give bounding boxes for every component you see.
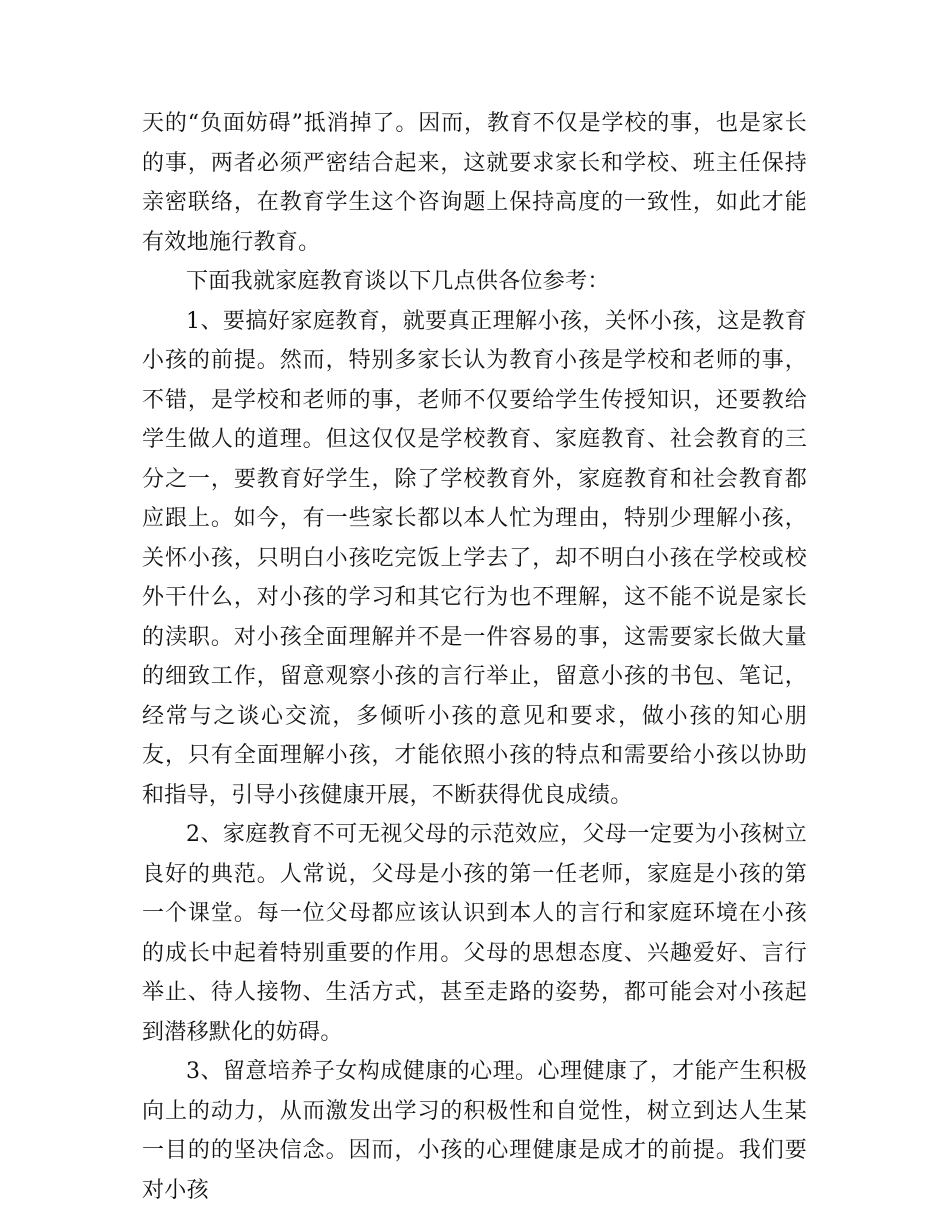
document-body [142,104,807,1210]
paragraph-4: 2、家庭教育不可无视父母的示范效应，父母一定要为小孩树立良好的典范。人常说，父母是小孩的第一任老师，家庭是小孩的第一个课堂。每一位父母都应该认识到本人的言行和家庭环境在小孩的成长中起着特别重要的作用。父母的思想态度、兴趣爱好、言行举止、待人接物、生活方式，甚至走路的姿势，都可能会对小孩起到潜移默化的妨碍。 [142,822,807,1045]
paragraph-5: 3、留意培养子女构成健康的心理。心理健康了，才能产生积极向上的动力，从而激发出学习的积极性和自觉性，树立到达人生某一目的的坚决信念。因而，小孩的心理健康是成才的前提。我们要对小孩 [142,1059,807,1203]
paragraph-2: 下面我就家庭教育谈以下几点供各位参考： [186,269,610,294]
paragraph-3: 1、要搞好家庭教育，就要真正理解小孩，关怀小孩，这是教育小孩的前提。然而，特别多家长认为教育小孩是学校和老师的事，不错，是学校和老师的事，老师不仅要给学生传授知识，还要教给学生做人的道理。但这仅仅是学校教育、家庭教育、社会教育的三分之一，要教育好学生，除了学校教育外，家庭教育和社会教育都应跟上。如今，有一些家长都以本人忙为理由，特别少理解小孩，关怀小孩，只明白小孩吃完饭上学去了，却不明白小孩在学校或校外干什么，对小孩的学习和其它行为也不理解，这不能不说是家长的渎职。对小孩全面理解并不是一件容易的事，这需要家长做大量的细致工作，留意观察小孩的言行举止，留意小孩的书包、笔记，经常与之谈心交流，多倾听小孩的意见和要求，做小孩的知心朋友，只有全面理解小孩，才能依照小孩的特点和需要给小孩以协助和指导，引导小孩健康开展，不断获得优良成绩。 [142,308,807,808]
paragraph-1: 天的“负面妨碍”抵消掉了。因而，教育不仅是学校的事，也是家长的事，两者必须严密结合起来，这就要求家长和学校、班主任保持亲密联络，在教育学生这个咨询题上保持高度的一致性，如此才能有效地施行教育。 [142,111,807,255]
